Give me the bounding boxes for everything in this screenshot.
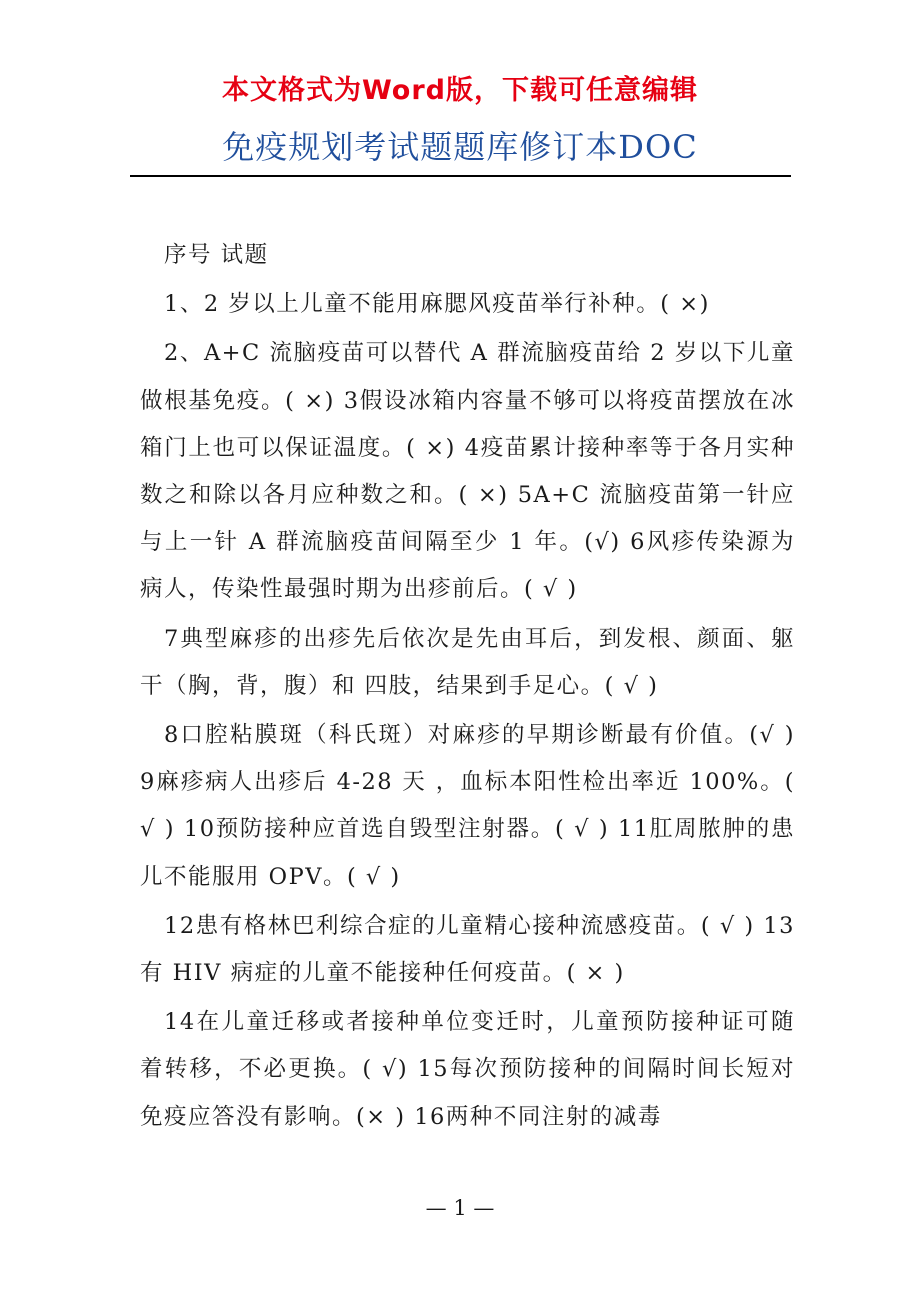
question-paragraph: 14在儿童迁移或者接种单位变迁时，儿童预防接种证可随着转移，不必更换。( √) 15每次预防接种的间隔时间长短对免疫应答没有影响。(× ) 16两种不同注射的减毒: [140, 1009, 795, 1130]
page-number: — 1 —: [425, 1196, 495, 1220]
question-paragraph: 1、2 岁以上儿童不能用麻腮风疫苗举行补种。( ×): [164, 291, 710, 318]
format-banner: 本文格式为Word版，下载可任意编辑: [221, 75, 698, 106]
question-paragraph: 8口腔粘膜斑（科氏斑）对麻疹的早期诊断最有价值。(√ ) 9麻疹病人出疹后 4-28 天 ，血标本阳性检出率近 100%。( √ ) 10预防接种应首选自毁型注射器。( √ ) 11肛周脓肿的患儿不能服用 OPV。( √ ): [140, 722, 795, 890]
header-divider: [130, 175, 791, 177]
question-paragraph: 12患有格林巴利综合症的儿童精心接种流感疫苗。( √ ) 13有 HIV 病症的儿童不能接种任何疫苗。( × ): [140, 912, 795, 987]
document-body: [140, 232, 795, 1141]
question-paragraph: 7典型麻疹的出疹先后依次是先由耳后，到发根、颜面、躯干（胸，背，腹）和 四肢，结果到手足心。( √ ): [140, 625, 795, 699]
document-title: 免疫规划考试题题库修订本DOC: [222, 128, 698, 166]
question-paragraph: 2、A+C 流脑疫苗可以替代 A 群流脑疫苗给 2 岁以下儿童做根基免疫。( ×) 3假设冰箱内容量不够可以将疫苗摆放在冰箱门上也可以保证温度。( ×) 4疫苗累计接种率等于各月实种数之和除以各月应种数之和。( ×) 5A+C 流脑疫苗第一针应与上一针 A 群流脑疫苗间隔至少 1 年。(√) 6风疹传染源为病人，传染性最强时期为出疹前后。( √ ): [140, 340, 795, 603]
column-header: 序号 试题: [164, 242, 269, 268]
